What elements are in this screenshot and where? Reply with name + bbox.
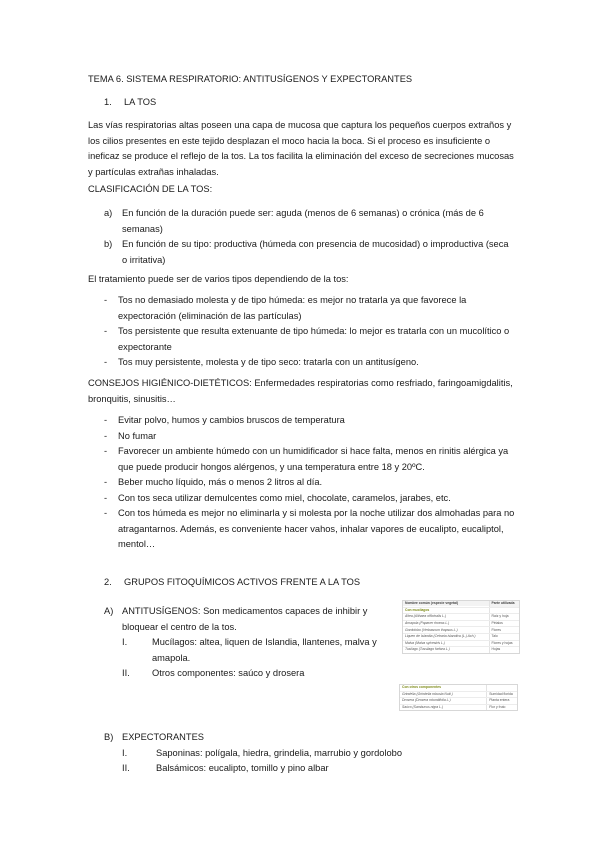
table-row: Malva (Malva sylvestris L.) Flores y hojas bbox=[403, 641, 519, 648]
list-item: B) EXPECTORANTES bbox=[104, 732, 204, 742]
intro-paragraph: Las vías respiratorias altas poseen una capa de mucosa que captura los pequeños cuerpos extraños y los cilios presentes en este tejido desplazan el moco hacia la boca. Si el proceso es insuficiente o ineficaz se produce el reflejo de la tos. La tos facilita la eliminación del exceso de secreciones mucosas y partículas extrañas inhaladas. bbox=[88, 120, 514, 177]
list-item: II. Balsámicos: eucalipto, tomillo y pino albar bbox=[122, 763, 329, 773]
classification-title: CLASIFICACIÓN DE LA TOS: bbox=[88, 184, 213, 194]
table-row: Tusílago (Tussilago farfara L.) Hojas bbox=[403, 647, 519, 653]
classification-list bbox=[88, 206, 516, 268]
advice-list bbox=[88, 413, 516, 553]
expectorants-block bbox=[104, 730, 464, 777]
mucilage-plants-table bbox=[402, 600, 520, 654]
other-components-table bbox=[399, 684, 518, 711]
table-row: Gordolobo (Verbascum thapsus L.) Flores bbox=[403, 627, 519, 634]
list-item: b) En función de su tipo: productiva (húmeda con presencia de mucosidad) o improductiva (seca o irritativa) bbox=[104, 239, 509, 265]
table-row: Altea (Althaea officinalis L.) Raíz y hoja bbox=[403, 614, 519, 621]
list-item: A) ANTITUSÍGENOS: Son medicamentos capaces de inhibir y bloquear el centro de la tos. bbox=[104, 606, 368, 632]
advice-title: CONSEJOS HIGIÉNICO-DIETÉTICOS: Enfermedades respiratorias como resfriado, faringoamigdalitis, bronquitis, sinusitis… bbox=[88, 378, 513, 404]
table-row: Amapola (Papaver rhoeas L.) Pétalos bbox=[403, 621, 519, 628]
treatment-list bbox=[88, 293, 516, 371]
list-item: - Evitar polvo, humos y cambios bruscos de temperatura bbox=[104, 415, 345, 425]
table-group-row: Con otros componentes bbox=[400, 685, 517, 692]
list-item: - Con tos seca utilizar demulcentes como miel, chocolate, caramelos, jarabes, etc. bbox=[104, 492, 451, 503]
section-heading-2: 2. GRUPOS FITOQUÍMICOS ACTIVOS FRENTE A LA TOS bbox=[104, 577, 361, 587]
treatment-intro: El tratamiento puede ser de varios tipos dependiendo de la tos: bbox=[88, 274, 349, 284]
list-item: II. Otros componentes: saúco y drosera bbox=[122, 668, 305, 678]
list-item: I. Saponinas: polígala, hiedra, grindelia, marrubio y gordolobo bbox=[122, 747, 403, 758]
table-group-row: Con mucílagos bbox=[403, 608, 519, 615]
list-item: I. Mucílagos: altea, liquen de Islandia, llantenes, malva y amapola. bbox=[122, 637, 377, 663]
table-row: Liquen de Islandia (Cetraria islandica (L.) Ach.) Talo bbox=[403, 634, 519, 641]
list-item: - Con tos húmeda es mejor no eliminarla y si molesta por la noche utilizar dos almohadas para no atragantarnos. Además, es conveniente hacer vahos, inhalar vapores de eucalipto, eucaliptol, mentol… bbox=[104, 508, 515, 549]
table-header-row: Nombre común (especie vegetal) Parte utilizada bbox=[403, 601, 519, 608]
list-item: a) En función de la duración puede ser: aguda (menos de 6 semanas) o crónica (más de 6 semanas) bbox=[104, 208, 484, 234]
table-row: Drosera (Drosera rotundifolia L.) Planta entera bbox=[400, 698, 517, 705]
list-item: - Beber mucho líquido, más o menos 2 litros al día. bbox=[104, 477, 323, 487]
section-heading-1: 1. LA TOS bbox=[104, 97, 157, 107]
antitussives-block bbox=[104, 604, 394, 682]
table-row: Saúco (Sambucus nigra L.) Flor y fruto bbox=[400, 705, 517, 711]
list-item: - Tos persistente que resulta extenuante de tipo húmeda: lo mejor es tratarla con un mucolítico o expectorante bbox=[104, 326, 510, 352]
list-item: - No fumar bbox=[104, 430, 157, 441]
table-row: Grindelia (Grindelia robusta Nutt.) Sumidad florida bbox=[400, 692, 517, 699]
document-title: TEMA 6. SISTEMA RESPIRATORIO: ANTITUSÍGENOS Y EXPECTORANTES bbox=[88, 74, 413, 84]
list-item: - Tos muy persistente, molesta y de tipo seco: tratarla con un antitusígeno. bbox=[104, 357, 419, 367]
list-item: - Favorecer un ambiente húmedo con un humidificador si hace falta, menos en rinitis alérgica ya que puede producir hongos alérgenos, y una temperatura entre 18 y 20ºC. bbox=[104, 446, 509, 472]
list-item: - Tos no demasiado molesta y de tipo húmeda: es mejor no tratarla ya que favorece la expectoración (eliminación de las partículas) bbox=[104, 295, 467, 321]
